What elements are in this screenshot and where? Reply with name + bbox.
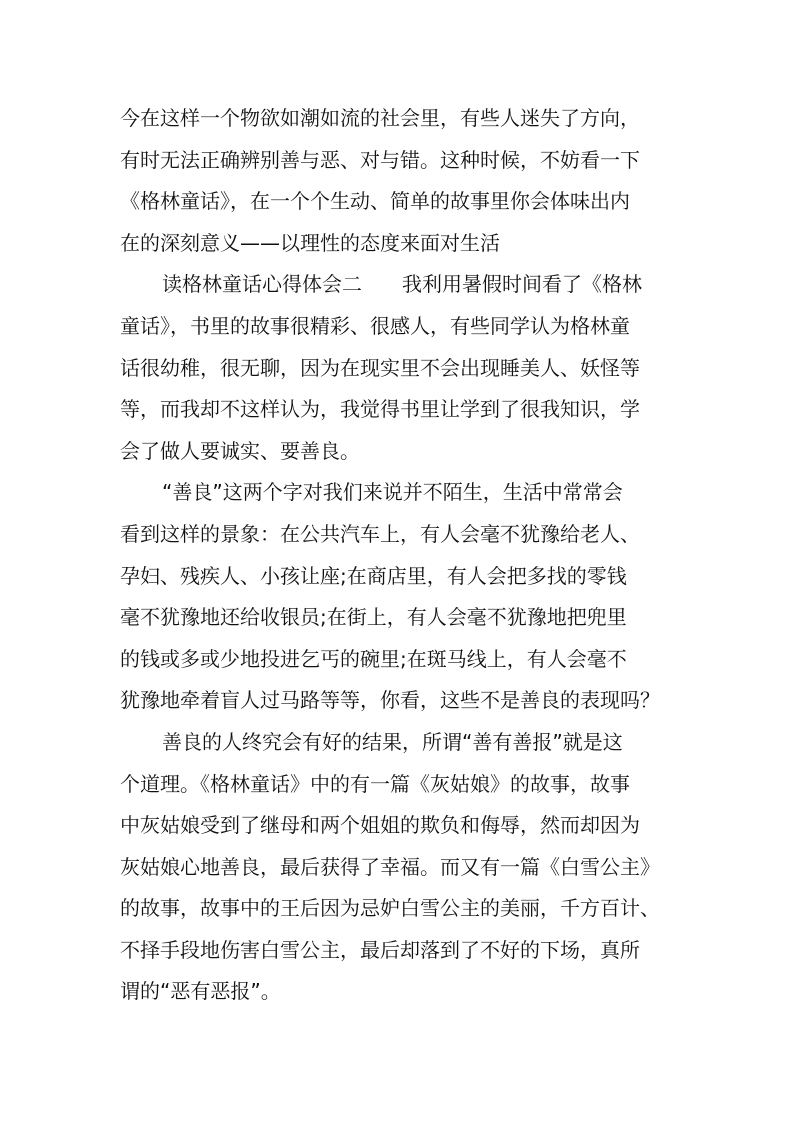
paragraph-line: 看到这样的景象：在公共汽车上，有人会毫不犹豫给老人、 (120, 521, 640, 546)
paragraph-1 (120, 98, 680, 264)
paragraph-line: 的故事，故事中的王后因为忌妒白雪公主的美丽，千方百计、 (120, 896, 660, 921)
paragraph-4 (120, 722, 680, 1013)
paragraph-line: 中灰姑娘受到了继母和两个姐姐的欺负和侮辱，然而却因为 (120, 813, 640, 838)
paragraph-line: 的钱或多或少地投进乞丐的碗里;在斑马线上，有人会毫不 (120, 646, 627, 671)
paragraph-line: 童话》，书里的故事很精彩、很感人，有些同学认为格林童 (120, 313, 630, 338)
paragraph-line: 灰姑娘心地善良，最后获得了幸福。而又有一篇《白雪公主》 (120, 854, 660, 879)
paragraph-line: 《格林童话》，在一个个生动、简单的故事里你会体味出内 (120, 189, 630, 214)
paragraph-line: 毫不犹豫地还给收银员;在街上，有人会毫不犹豫地把兜里 (120, 605, 627, 630)
paragraph-line: 个道理。《格林童话》中的有一篇《灰姑娘》的故事，故事 (120, 771, 630, 796)
paragraph-line: 在的深刻意义——以理性的态度来面对生活 (120, 230, 500, 255)
paragraph-line: 善良的人终究会有好的结果，所谓“善有善报”就是这 (162, 729, 623, 754)
paragraph-line: 会了做人要诚实、要善良。 (120, 438, 360, 463)
paragraph-line: 犹豫地牵着盲人过马路等等，你看，这些不是善良的表现吗？ (120, 688, 660, 713)
paragraph-line: “善良”这两个字对我们来说并不陌生，生活中常常会 (162, 480, 623, 505)
paragraph-2 (120, 264, 680, 472)
paragraph-line: 谓的“恶有恶报”。 (120, 979, 281, 1004)
document-body (120, 98, 680, 1013)
paragraph-3 (120, 472, 680, 722)
paragraph-line: 孕妇、残疾人、小孩让座;在商店里，有人会把多找的零钱 (120, 563, 627, 588)
paragraph-line: 等，而我却不这样认为，我觉得书里让学到了很我知识，学 (120, 397, 640, 422)
paragraph-line: 今在这样一个物欲如潮如流的社会里，有些人迷失了方向， (120, 106, 640, 130)
paragraph-line: 读格林童话心得体会二 我利用暑假时间看了《格林 (162, 272, 642, 297)
paragraph-line: 有时无法正确辨别善与恶、对与错。这种时候，不妨看一下 (120, 147, 640, 172)
paragraph-line: 不择手段地伤害白雪公主，最后却落到了不好的下场，真所 (120, 937, 640, 962)
paragraph-line: 话很幼稚，很无聊，因为在现实里不会出现睡美人、妖怪等 (120, 355, 640, 380)
